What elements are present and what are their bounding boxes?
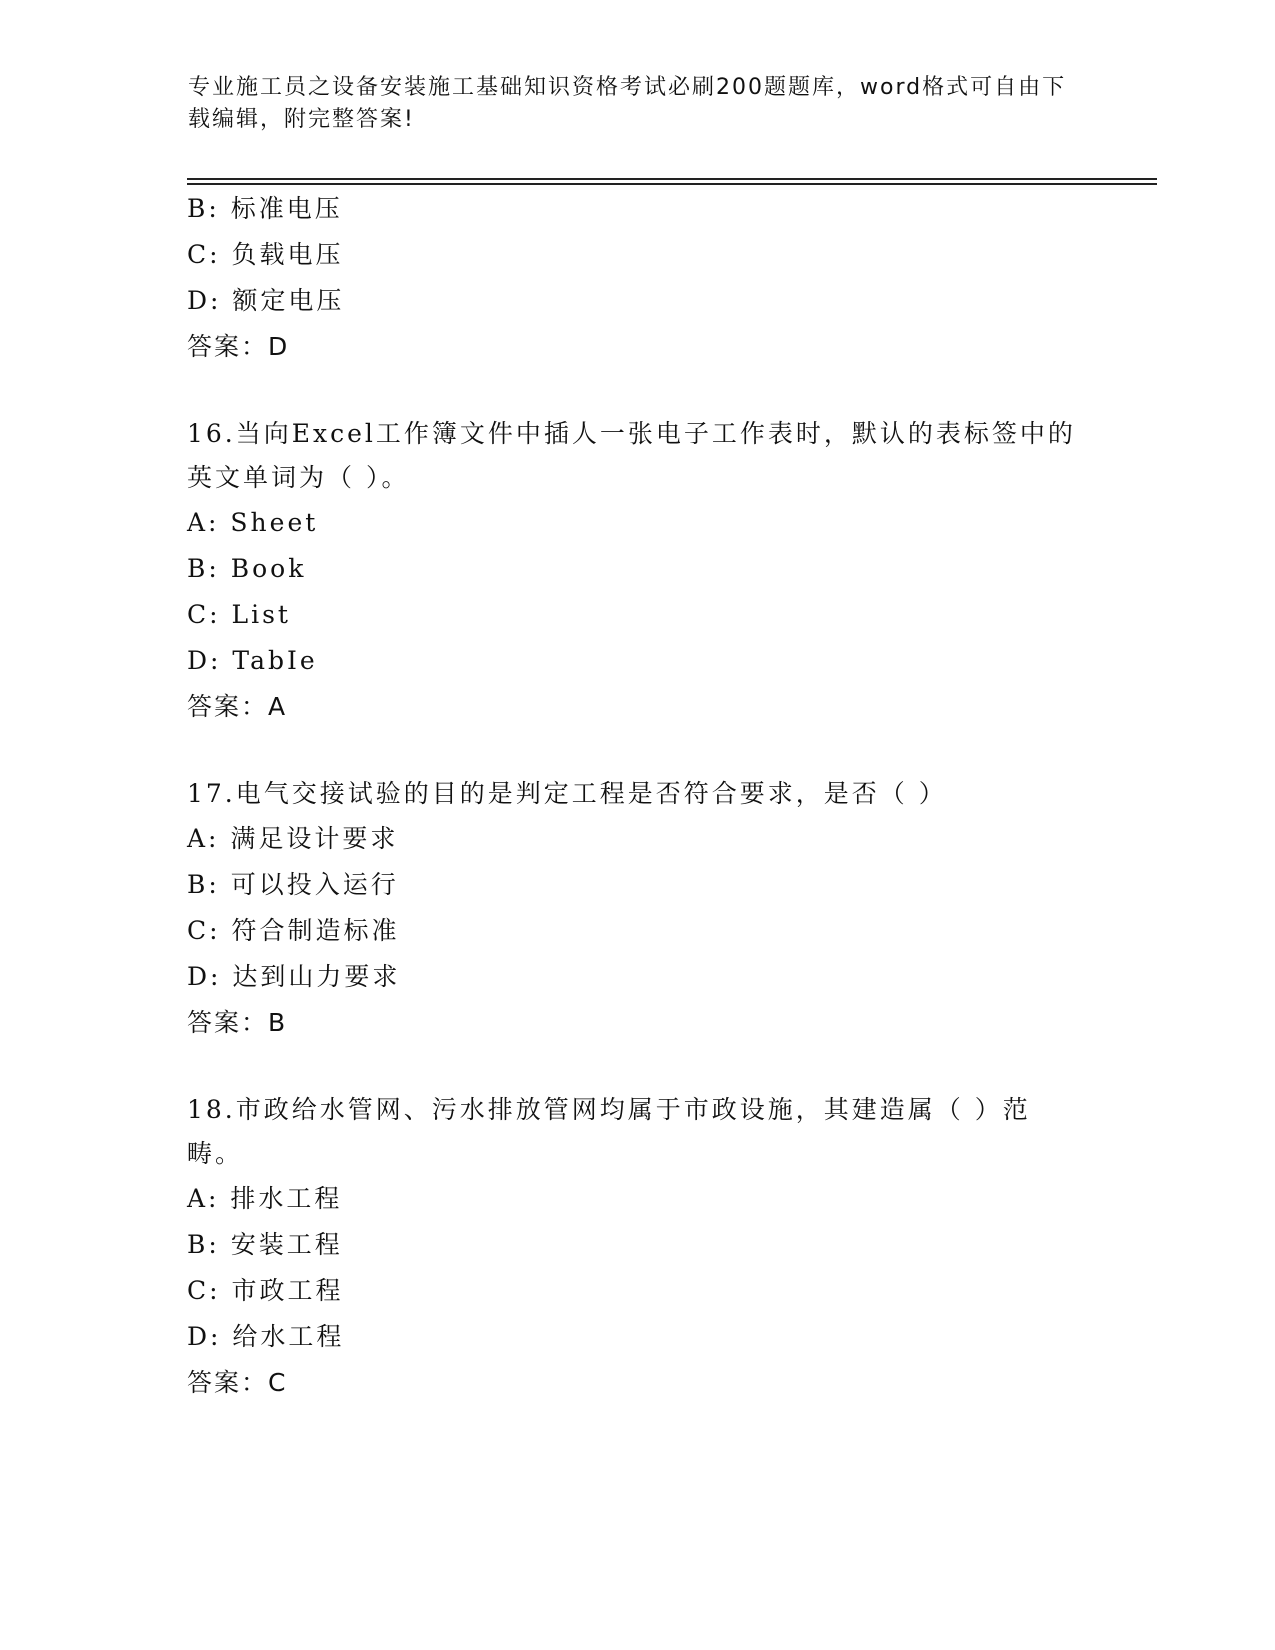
option-b: B: 安装工程	[187, 1230, 343, 1259]
option-c: C: List	[187, 600, 291, 629]
document-body	[187, 186, 1087, 1406]
header-divider	[187, 178, 1157, 180]
answer-line: 答案：C	[187, 1368, 288, 1397]
option-d: D: 给水工程	[187, 1322, 345, 1351]
question-text: 18.市政给水管网、污水排放管网均属于市政设施，其建造属（ ）范畴。	[187, 1095, 1031, 1168]
option-a: A: Sheet	[187, 508, 319, 537]
option-a: A: 满足设计要求	[187, 824, 399, 853]
question-block-prev	[187, 186, 1087, 370]
answer-line: 答案：A	[187, 692, 288, 721]
option-d: D: 额定电压	[187, 286, 345, 315]
option-d: D: 达到山力要求	[187, 962, 401, 991]
option-a: A: 排水工程	[187, 1184, 343, 1213]
option-c: C: 符合制造标准	[187, 916, 400, 945]
document-header: 专业施工员之设备安装施工基础知识资格考试必刷200题题库，word格式可自由下载编辑，附完整答案!	[188, 75, 1067, 132]
option-c: C: 市政工程	[187, 1276, 344, 1305]
answer-line: 答案：B	[187, 1008, 288, 1037]
question-text: 17.电气交接试验的目的是判定工程是否符合要求，是否（ ）	[187, 779, 947, 808]
question-block-18	[187, 1088, 1087, 1406]
header-divider-secondary	[187, 183, 1157, 185]
question-block-17	[187, 772, 1087, 1046]
option-b: B: 可以投入运行	[187, 870, 399, 899]
option-c: C: 负载电压	[187, 240, 344, 269]
option-b: B: 标准电压	[187, 194, 343, 223]
question-text: 16.当向Excel工作簿文件中插人一张电子工作表时，默认的表标签中的英文单词为（ ）。	[187, 419, 1076, 492]
option-b: B: Book	[187, 554, 307, 583]
question-block-16	[187, 412, 1087, 730]
option-d: D: TabIe	[187, 646, 318, 675]
answer-line: 答案：D	[187, 332, 290, 361]
